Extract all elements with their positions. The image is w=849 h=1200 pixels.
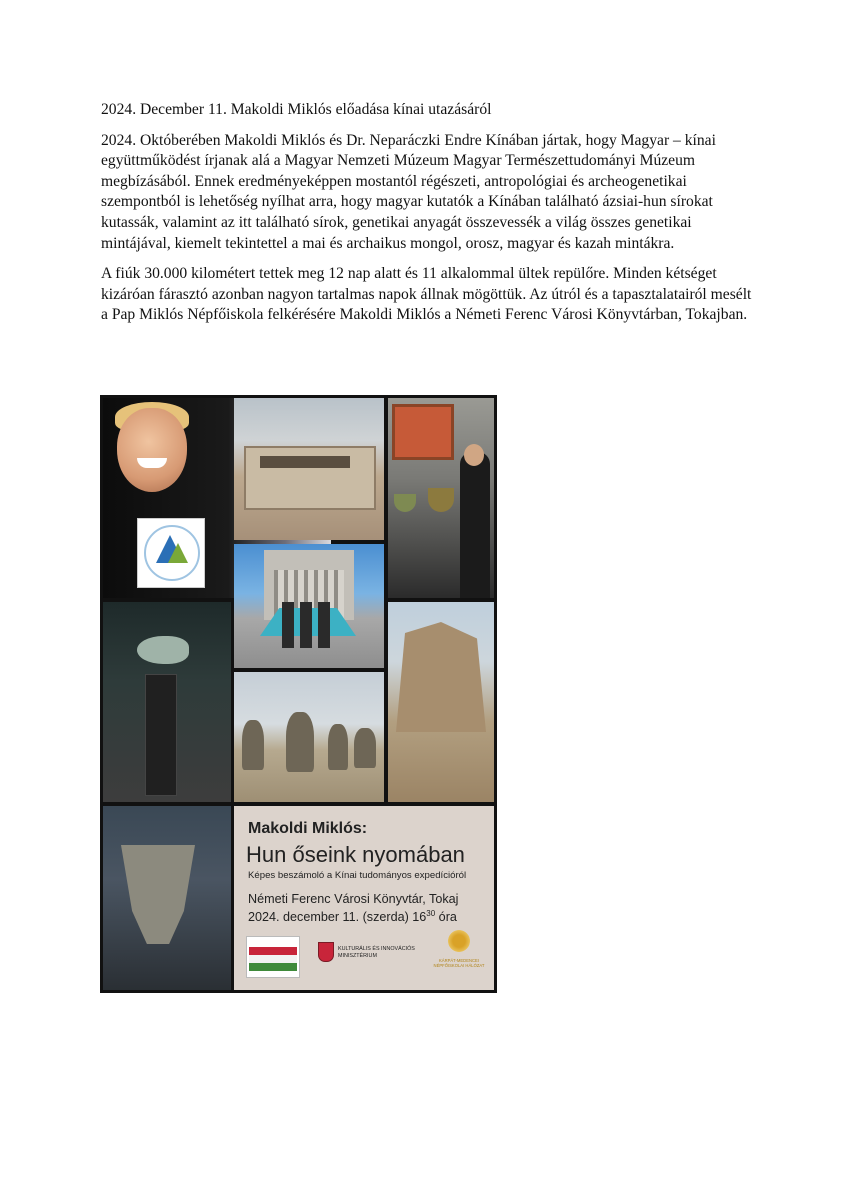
document-heading: 2024. December 11. Makoldi Miklós előadása kínai utazásáról: [101, 101, 492, 118]
poster-title: Hun őseink nyomában: [246, 842, 465, 867]
photo-standing-stones: [234, 672, 384, 802]
flag-red-stripe: [249, 947, 297, 955]
horse-statue: [137, 636, 189, 664]
photo-gate-monument: [234, 398, 384, 540]
paragraph-1: 2024. Októberében Makoldi Miklós és Dr. Neparáczki Endre Kínában jártak, hogy Magyar – kínai együttműködést írjanak alá a Magyar Nemzeti Múzeum Magyar Természettudományi Múzeum megbízásából. Ennek eredményeképpen mostantól régészeti, antropológiai és archeogenetikai szempontból is lehetőség nyílhat arra, hogy magyar kutatók a Kínában található ázsiai-hun sírokat kutassák, valamint az itt található sírok, genetikai anyagát összevessék a világ összes genetikai mintájával, kiemelt tekintettel a mai és archaikus mongol, orosz, magyar és kazah mintákra.: [101, 131, 716, 252]
flag-green-stripe: [249, 963, 297, 971]
time-suffix: óra: [435, 910, 457, 925]
standing-stone: [328, 724, 348, 770]
speaker-face: [117, 408, 187, 492]
poster-date: [248, 909, 457, 924]
flag-white-stripe: [249, 955, 297, 963]
poster-speaker: Makoldi Miklós:: [248, 820, 368, 837]
coat-of-arms-icon: [318, 942, 334, 962]
photo-ruins: [388, 602, 494, 802]
bronze-bowl: [394, 494, 416, 512]
sun-logo-icon: [448, 930, 470, 952]
bronze-cup: [428, 488, 454, 512]
network-name: KÁRPÁT-MEDENCEI NÉPFŐISKOLAI HÁLÓZAT: [433, 958, 485, 968]
poster-subtitle: Képes beszámoló a Kínai tudományos expedícióról: [248, 870, 467, 881]
event-poster: [100, 395, 497, 993]
library-logo: [137, 518, 205, 588]
standing-stone: [286, 712, 314, 772]
wall-painting: [392, 404, 454, 460]
photo-bronze-vessel: [103, 806, 231, 990]
logo-leaf-icon: [168, 543, 188, 563]
photo-museum-vessels: [388, 398, 494, 598]
visitor-head: [464, 444, 484, 466]
sponsor-flag-logo: [246, 936, 300, 978]
ministry-name: KULTURÁLIS ÉS INNOVÁCIÓS MINISZTÉRIUM: [338, 946, 415, 959]
visitor-figure: [460, 452, 490, 598]
photo-museum-building: [234, 544, 384, 668]
monument-inscription: [260, 456, 350, 468]
standing-stone: [354, 728, 376, 768]
group-of-people: [282, 602, 332, 648]
document-body: [101, 100, 761, 336]
standing-stone: [242, 720, 264, 770]
earthen-ruin: [396, 622, 486, 732]
time-minutes: 30: [426, 909, 436, 918]
paragraph-2: A fiúk 30.000 kilométert tettek meg 12 nap alatt és 11 alkalommal ültek repülőre. Minden kétséget kizáróan fárasztó azonban nagyon tartalmas napok állnak mögöttük. Az útról és a tapasztalatairól mesélt a Pap Miklós Népfőiskola felkérésére Makoldi Miklós a Németi Ferenc Városi Könyvtárban, Tokajban.: [101, 265, 752, 324]
poster-venue: Németi Ferenc Városi Könyvtár, Tokaj: [248, 892, 459, 906]
bronze-vessel: [121, 834, 195, 944]
poster-info-panel: [234, 806, 494, 990]
pedestal: [145, 674, 177, 796]
date-text: 2024. december 11. (szerda) 16: [248, 910, 427, 925]
photo-bronze-horse: [103, 602, 231, 802]
